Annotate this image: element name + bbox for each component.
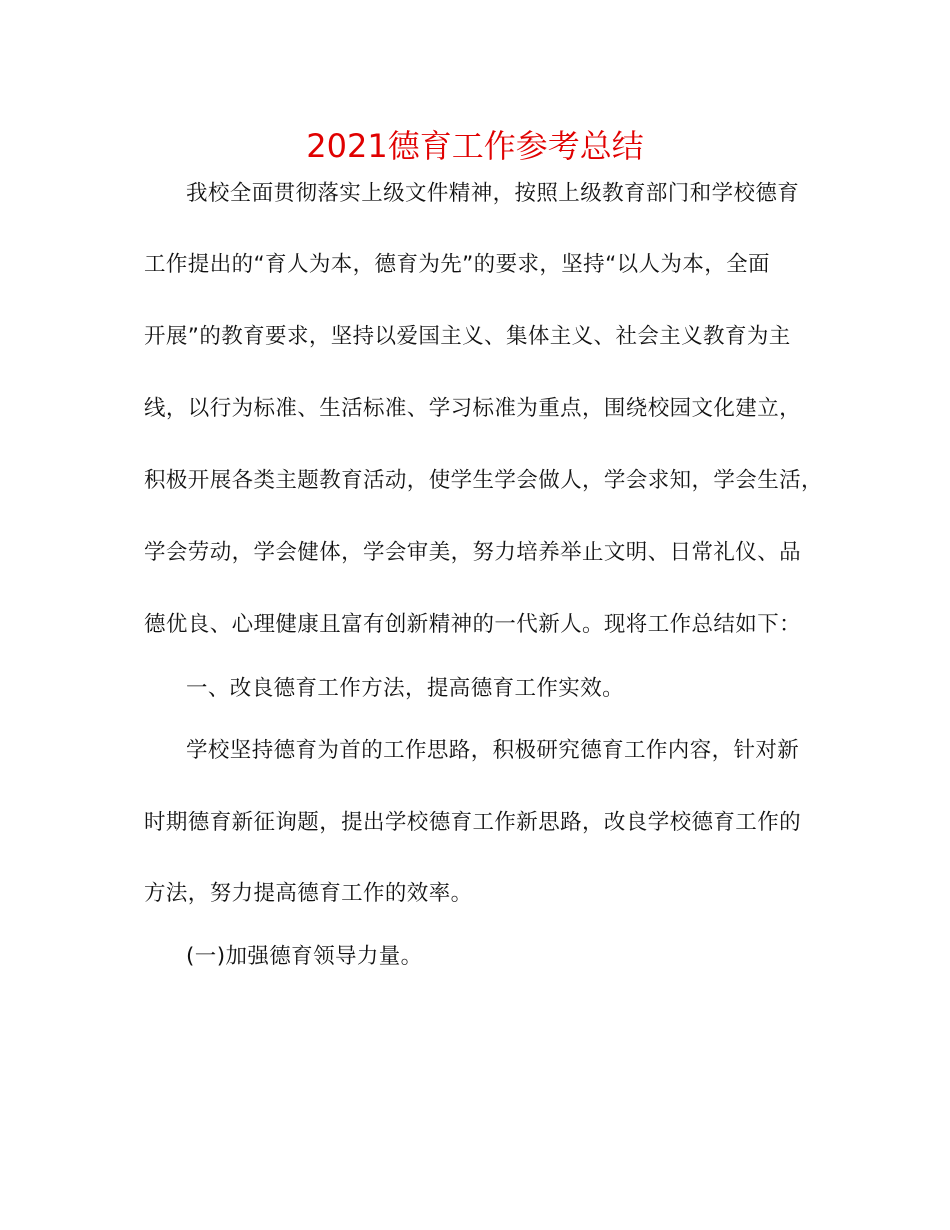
paragraph-line-3: 开展”的教育要求，坚持以爱国主义、集体主义、社会主义教育为主: [144, 324, 791, 349]
paragraph-line-6: 学会劳动，学会健体，学会审美，努力培养举止文明、日常礼仪、品: [144, 540, 802, 565]
paragraph-line-2: 工作提出的“育人为本，德育为先”的要求，坚持“以人为本，全面: [144, 252, 770, 277]
paragraph-line-4: 线，以行为标准、生活标准、学习标准为重点，围绕校园文化建立，: [144, 396, 802, 421]
paragraph-line-7: 德优良、心理健康且富有创新精神的一代新人。现将工作总结如下：: [144, 612, 802, 637]
paragraph-line-5: 积极开展各类主题教育活动，使学生学会做人，学会求知，学会生活，: [144, 468, 823, 493]
document-title: 2021德育工作参考总结: [306, 127, 644, 165]
paragraph-line-9: 时期德育新征询题，提出学校德育工作新思路，改良学校德育工作的: [144, 810, 802, 835]
section-heading-1: 一、改良德育工作方法，提高德育工作实效。: [186, 676, 625, 701]
paragraph-line-8: 学校坚持德育为首的工作思路，积极研究德育工作内容，针对新: [186, 738, 800, 763]
paragraph-line-1: 我校全面贯彻落实上级文件精神，按照上级教育部门和学校德育: [186, 181, 800, 206]
paragraph-line-10: 方法，努力提高德育工作的效率。: [144, 881, 473, 906]
subsection-heading-1: (一)加强德育领导力量。: [186, 944, 423, 969]
